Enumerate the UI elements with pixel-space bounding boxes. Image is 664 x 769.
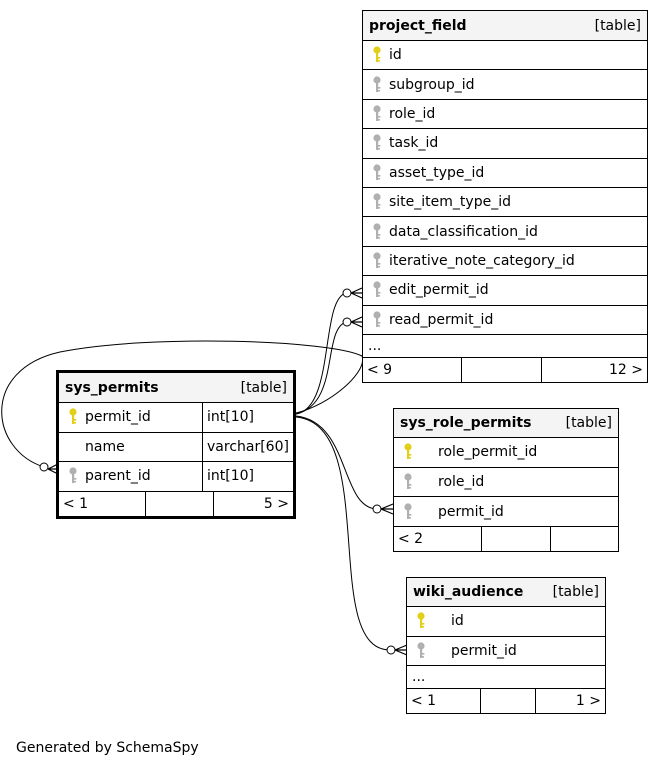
children-count[interactable]: 5 >: [213, 492, 293, 516]
table-kind: [table]: [552, 584, 599, 600]
column-name: iterative_note_category_id: [389, 252, 575, 269]
column-row[interactable]: [363, 129, 647, 158]
edge-end-circle: [387, 646, 395, 654]
column-row[interactable]: [394, 438, 618, 468]
column-row[interactable]: [363, 188, 647, 217]
column-type: int[10]: [207, 409, 254, 426]
children-count[interactable]: [550, 527, 618, 551]
foreign-key-icon: [369, 75, 385, 95]
edge-end-circle: [343, 318, 351, 326]
column-row[interactable]: [363, 100, 647, 129]
footer-middle: [481, 527, 550, 551]
foreign-key-icon: [65, 466, 81, 486]
column-name: name: [85, 438, 125, 455]
column-name: edit_permit_id: [389, 282, 489, 299]
foreign-key-icon: [413, 641, 429, 661]
edge-end-circle: [40, 463, 48, 471]
table-kind: [table]: [594, 17, 641, 34]
foreign-key-icon: [369, 251, 385, 271]
foreign-key-icon: [369, 280, 385, 300]
column-name: task_id: [389, 135, 439, 152]
edge-end-circle: [373, 505, 381, 513]
column-name: role_id: [438, 474, 485, 491]
table-footer: [394, 527, 618, 551]
column-row[interactable]: [363, 159, 647, 188]
column-row[interactable]: [363, 247, 647, 276]
footer-middle: [145, 492, 213, 516]
column-name: subgroup_id: [389, 76, 475, 93]
foreign-key-icon: [400, 472, 416, 492]
column-name: role_permit_id: [438, 444, 538, 461]
children-count[interactable]: 12 >: [541, 358, 647, 382]
parents-count[interactable]: < 2: [398, 531, 424, 548]
edge-edit-permit: [296, 293, 346, 414]
column-row[interactable]: [363, 306, 647, 335]
column-row[interactable]: [59, 403, 293, 433]
crowfoot: [381, 504, 393, 514]
column-name: parent_id: [85, 468, 151, 485]
foreign-key-icon: [369, 133, 385, 153]
column-row[interactable]: [363, 217, 647, 246]
column-name: permit_id: [438, 503, 504, 520]
table-footer: [363, 358, 647, 382]
column-name: permit_id: [85, 409, 151, 426]
table-sys-role-permits[interactable]: [393, 408, 619, 552]
table-footer: [407, 689, 605, 713]
table-footer: [59, 492, 293, 516]
more-rows-label: ...: [412, 669, 426, 686]
table-header[interactable]: [59, 373, 293, 403]
primary-key-icon: [369, 45, 385, 65]
primary-key-icon: [413, 611, 429, 631]
table-sys-permits[interactable]: [56, 370, 296, 519]
edge-end-circle: [343, 289, 351, 297]
foreign-key-icon: [369, 310, 385, 330]
column-row[interactable]: [394, 497, 618, 527]
table-name: sys_permits: [65, 379, 159, 396]
primary-key-icon: [65, 407, 81, 427]
more-rows: [363, 335, 647, 358]
foreign-key-icon: [400, 502, 416, 522]
column-name: id: [389, 47, 402, 64]
footer-middle: [461, 358, 541, 382]
footer-middle: [480, 689, 535, 713]
column-row[interactable]: [59, 462, 293, 492]
parents-count[interactable]: < 1: [63, 495, 89, 512]
column-row[interactable]: [407, 637, 605, 667]
edge-role-permits: [296, 416, 376, 509]
foreign-key-icon: [369, 163, 385, 183]
column-name: role_id: [389, 105, 436, 122]
column-type: int[10]: [207, 468, 254, 485]
more-rows: [407, 666, 605, 689]
column-name: site_item_type_id: [389, 194, 511, 211]
column-name: asset_type_id: [389, 164, 485, 181]
column-row[interactable]: [363, 276, 647, 305]
generated-by-note: Generated by SchemaSpy: [16, 740, 199, 756]
table-name: sys_role_permits: [400, 415, 532, 431]
column-row[interactable]: [407, 607, 605, 637]
crowfoot: [351, 288, 362, 298]
primary-key-icon: [400, 442, 416, 462]
column-row[interactable]: [363, 70, 647, 99]
parents-count[interactable]: < 1: [411, 693, 437, 710]
table-wiki-audience[interactable]: [406, 577, 606, 714]
table-name: wiki_audience: [413, 584, 524, 600]
table-project-field[interactable]: [362, 10, 648, 383]
column-name: permit_id: [451, 643, 517, 660]
table-header[interactable]: [394, 409, 618, 438]
column-name: data_classification_id: [389, 223, 538, 240]
parents-count[interactable]: < 9: [367, 361, 393, 378]
table-name: project_field: [369, 17, 467, 34]
table-kind: [table]: [240, 379, 287, 396]
more-rows-label: ...: [368, 337, 382, 354]
foreign-key-icon: [369, 104, 385, 124]
children-count[interactable]: 1 >: [535, 689, 605, 713]
table-header[interactable]: [407, 578, 605, 607]
edge-wiki-audience: [296, 417, 390, 650]
column-type: varchar[60]: [207, 438, 289, 455]
column-name: read_permit_id: [389, 311, 494, 328]
column-row[interactable]: [59, 433, 293, 463]
column-row[interactable]: [363, 41, 647, 70]
table-kind: [table]: [565, 415, 612, 431]
column-name: id: [451, 613, 464, 630]
edge-read-permit: [296, 322, 346, 414]
column-row[interactable]: [394, 468, 618, 498]
foreign-key-icon: [369, 192, 385, 212]
foreign-key-icon: [369, 222, 385, 242]
crowfoot: [351, 317, 362, 327]
table-header[interactable]: [363, 11, 647, 41]
